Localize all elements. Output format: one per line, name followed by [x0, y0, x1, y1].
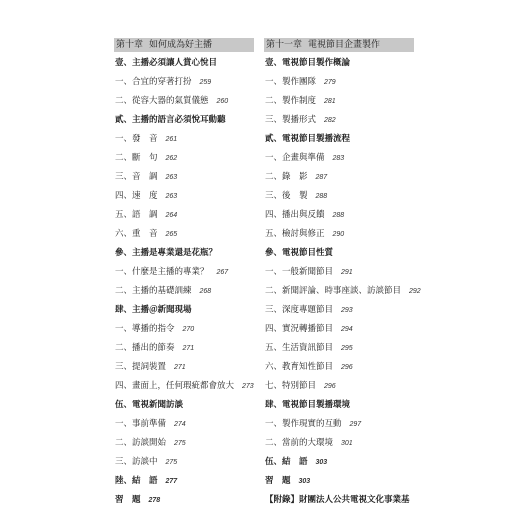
- chapter-heading: [264, 38, 414, 52]
- entry-page-number: 278: [148, 497, 161, 504]
- entry-label: 二、從容大器的氣質儀態: [115, 96, 209, 106]
- toc-subsection-entry: [264, 149, 414, 168]
- toc-subsection-entry: [114, 149, 254, 168]
- toc-subsection-entry: [264, 301, 414, 320]
- entry-label: 伍、結 語: [265, 457, 308, 467]
- entry-label: 【附錄】財團法人公共電視文化事業基: [265, 495, 410, 505]
- entry-label: 一、企畫與準備: [265, 153, 325, 163]
- entry-page-number: 263: [165, 174, 178, 181]
- entry-label: 一、事前準備: [115, 419, 167, 429]
- entry-label: 陸、結 語: [115, 476, 158, 486]
- toc-subsection-entry: [114, 453, 254, 472]
- toc-section-entry: [264, 453, 414, 472]
- entry-page-number: 277: [165, 478, 178, 485]
- entry-page-number: 260: [216, 98, 229, 105]
- entry-page-number: 261: [165, 136, 178, 143]
- entry-label: 三、音 調: [115, 172, 158, 182]
- entry-label: 二、製作制度: [265, 96, 317, 106]
- entry-label: 一、一般新聞節目: [265, 267, 334, 277]
- entry-label: 四、速 度: [115, 191, 158, 201]
- entry-page-number: 264: [165, 212, 178, 219]
- entry-label: 三、製播形式: [265, 115, 317, 125]
- entry-label: 伍、電視新聞訪談: [115, 400, 184, 410]
- toc-subsection-entry: [264, 225, 414, 244]
- toc-subsection-entry: [264, 339, 414, 358]
- toc-subsection-entry: [114, 282, 254, 301]
- entry-label: 參、電視節目性質: [265, 248, 334, 258]
- entry-label: 六、重 音: [115, 229, 158, 239]
- toc-section-entry: [264, 130, 414, 149]
- entry-page-number: 271: [174, 364, 186, 371]
- entry-page-number: 295: [341, 345, 353, 352]
- entry-label: 五、檢討與修正: [265, 229, 325, 239]
- entry-page-number: 275: [165, 459, 178, 466]
- toc-column-left: [114, 38, 254, 510]
- entry-label: 二、錄 影: [265, 172, 308, 182]
- entry-label: 四、實況轉播節目: [265, 324, 334, 334]
- chapter-title: 電視節目企畫製作: [308, 40, 381, 50]
- entry-page-number: 287: [315, 174, 328, 181]
- toc-subsection-entry: [114, 377, 254, 396]
- entry-label: 貳、主播的語言必須悅耳動聽: [115, 115, 226, 125]
- entry-label: 五、語 調: [115, 210, 158, 220]
- entry-page-number: 281: [324, 98, 336, 105]
- toc-subsection-entry: [114, 168, 254, 187]
- toc-subsection-entry: [264, 73, 414, 92]
- entry-label: 習 題: [265, 476, 291, 486]
- entry-label: 一、導播的指令: [115, 324, 175, 334]
- toc-subsection-entry: [114, 358, 254, 377]
- entry-label: 五、生活資訊節目: [265, 343, 334, 353]
- toc-subsection-entry: [264, 415, 414, 434]
- entry-page-number: 293: [341, 307, 353, 314]
- entry-label: 三、後 製: [265, 191, 308, 201]
- toc-subsection-entry: [264, 434, 414, 453]
- entry-page-number: 274: [174, 421, 186, 428]
- toc-subsection-entry: [264, 187, 414, 206]
- toc-subsection-entry: [114, 415, 254, 434]
- chapter-number: 第十章: [116, 40, 144, 50]
- toc-subsection-entry: [114, 225, 254, 244]
- toc-section-entry: [114, 111, 254, 130]
- entry-label: 二、播出的節奏: [115, 343, 175, 353]
- entry-page-number: 267: [216, 269, 229, 276]
- toc-section-entry: [114, 396, 254, 415]
- entry-label: 四、播出與反饋: [265, 210, 325, 220]
- entry-page-number: 296: [324, 383, 336, 390]
- entry-label: 貳、電視節目製播流程: [265, 134, 351, 144]
- entry-page-number: 273: [242, 383, 254, 390]
- entry-label: 習 題: [115, 495, 141, 505]
- toc-subsection-entry: [114, 263, 254, 282]
- toc-appendix-entry: [264, 491, 414, 510]
- entry-label: 七、特別節目: [265, 381, 317, 391]
- toc-section-entry: [264, 244, 414, 263]
- entry-page-number: 297: [349, 421, 362, 428]
- toc-subsection-entry: [114, 320, 254, 339]
- entry-page-number: 275: [174, 440, 186, 447]
- toc-section-entry: [114, 301, 254, 320]
- entry-page-number: 263: [165, 193, 178, 200]
- entry-label: 參、主播是專業還是花瓶？: [115, 248, 218, 258]
- toc-section-entry: [114, 54, 254, 73]
- entry-page-number: 291: [341, 269, 353, 276]
- toc-subsection-entry: [264, 320, 414, 339]
- entry-label: 三、提詞裝置: [115, 362, 167, 372]
- toc-subsection-entry: [264, 377, 414, 396]
- entry-label: 壹、電視節目製作概論: [265, 58, 351, 68]
- toc-section-entry: [264, 396, 414, 415]
- chapter-number: 第十一章: [266, 40, 303, 50]
- entry-page-number: 270: [182, 326, 195, 333]
- entry-page-number: 271: [182, 345, 195, 352]
- toc-subsection-entry: [114, 92, 254, 111]
- entry-page-number: 303: [298, 478, 311, 485]
- chapter-title: 如何成為好主播: [149, 40, 213, 50]
- entry-page-number: 259: [199, 79, 212, 86]
- entry-label: 一、合宜的穿著打扮: [115, 77, 192, 87]
- entry-label: 一、什麼是主播的專業？: [115, 267, 209, 277]
- toc-section-entry: [114, 491, 254, 510]
- entry-label: 三、深度專題節目: [265, 305, 334, 315]
- toc-subsection-entry: [114, 339, 254, 358]
- entry-page-number: 282: [324, 117, 336, 124]
- entry-label: 二、斷 句: [115, 153, 158, 163]
- toc-subsection-entry: [114, 73, 254, 92]
- entry-page-number: 288: [332, 212, 345, 219]
- toc-section-entry: [264, 472, 414, 491]
- entry-label: 一、製作團隊: [265, 77, 317, 87]
- entry-page-number: 265: [165, 231, 178, 238]
- entry-page-number: 290: [332, 231, 345, 238]
- entry-page-number: 296: [341, 364, 353, 371]
- toc-entries-right: [264, 54, 421, 510]
- entry-label: 四、畫面上，任何瑕疵都會放大: [115, 381, 235, 391]
- toc-subsection-entry: [114, 130, 254, 149]
- chapter-heading: [114, 38, 254, 52]
- entry-page-number: 279: [324, 79, 336, 86]
- toc-subsection-entry: [264, 92, 414, 111]
- entry-label: 肆、主播＠新聞現場: [115, 305, 192, 315]
- toc-section-entry: [114, 244, 254, 263]
- entry-page-number: 268: [199, 288, 212, 295]
- entry-label: 二、訪談開始: [115, 438, 167, 448]
- entry-page-number: 294: [341, 326, 353, 333]
- toc-subsection-entry: [264, 111, 414, 130]
- toc-section-entry: [264, 54, 414, 73]
- toc-subsection-entry: [114, 434, 254, 453]
- entry-page-number: 292: [409, 288, 421, 295]
- entry-label: 二、新聞評論、時事座談、訪談節目: [265, 286, 402, 296]
- toc-section-entry: [114, 472, 254, 491]
- entry-page-number: 262: [165, 155, 178, 162]
- toc-subsection-entry: [114, 187, 254, 206]
- toc-column-right: [264, 38, 421, 510]
- entry-label: 肆、電視節目製播環境: [265, 400, 351, 410]
- entry-label: 一、發 音: [115, 134, 158, 144]
- entry-page-number: 288: [315, 193, 328, 200]
- toc-subsection-entry: [264, 168, 414, 187]
- toc-subsection-entry: [114, 206, 254, 225]
- entry-label: 二、當前的大環境: [265, 438, 334, 448]
- entry-label: 一、製作現實的互動: [265, 419, 342, 429]
- toc-subsection-entry: [264, 282, 421, 301]
- entry-label: 六、教育知性節目: [265, 362, 334, 372]
- toc-subsection-entry: [264, 206, 414, 225]
- entry-label: 二、主播的基礎訓練: [115, 286, 192, 296]
- entry-page-number: 303: [315, 459, 328, 466]
- entry-page-number: 283: [332, 155, 345, 162]
- toc-subsection-entry: [264, 263, 414, 282]
- entry-label: 三、訪談中: [115, 457, 158, 467]
- toc-entries-left: [114, 54, 254, 510]
- toc-subsection-entry: [264, 358, 414, 377]
- entry-page-number: 301: [341, 440, 353, 447]
- entry-label: 壹、主播必須讓人賞心悅目: [115, 58, 218, 68]
